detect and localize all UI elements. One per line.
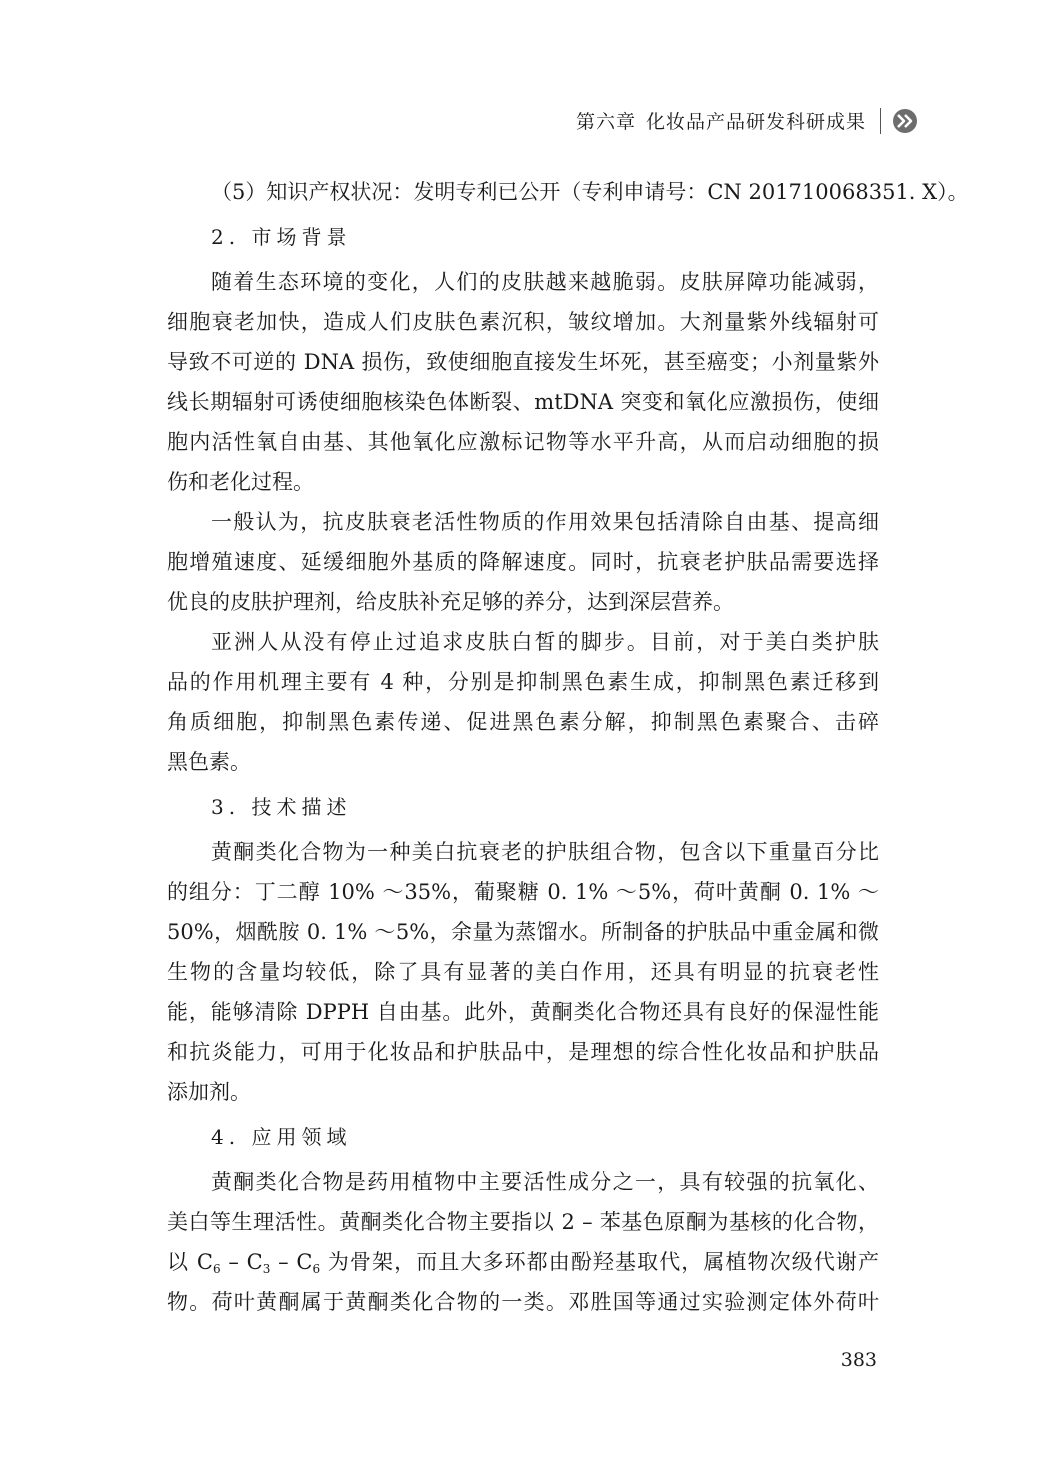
running-head [576,107,917,134]
text-line: 亚洲人从没有停止过追求皮肤白皙的脚步。目前，对于美白类护肤 [211,630,879,654]
text-line: 能，能够清除 DPPH 自由基。此外，黄酮类化合物还具有良好的保湿性能 [167,1000,879,1024]
text-line: 物。荷叶黄酮属于黄酮类化合物的一类。邓胜国等通过实验测定体外荷叶 [167,1290,879,1314]
body-text [167,172,969,1322]
text-line: 细胞衰老加快，造成人们皮肤色素沉积，皱纹增加。大剂量紫外线辐射可 [167,310,879,334]
header-divider [880,108,881,134]
subscript: 3 [262,1262,271,1276]
double-chevron-right-icon [893,109,917,133]
text-line: 生物的含量均较低，除了具有显著的美白作用，还具有明显的抗衰老性 [167,960,879,984]
paragraph-application [167,1162,879,1322]
text-line: 品的作用机理主要有 4 种，分别是抑制黑色素生成，抑制黑色素迁移到 [167,670,879,694]
chapter-number: 第六章 [575,111,636,133]
paragraph-market-3 [167,622,879,782]
page-number: 383 [840,1349,877,1371]
subscript: 6 [312,1262,321,1276]
text-line: 伤和老化过程。 [167,470,314,494]
subscript: 6 [212,1262,221,1276]
text-line-formula [167,1242,879,1282]
text-line: 黄酮类化合物是药用植物中主要活性成分之一，具有较强的抗氧化、 [211,1170,879,1194]
text-line: 一般认为，抗皮肤衰老活性物质的作用效果包括清除自由基、提高细 [211,510,879,534]
text-line: 优良的皮肤护理剂，给皮肤补充足够的养分，达到深层营养。 [167,590,734,614]
text-line: 导致不可逆的 DNA 损伤，致使细胞直接发生坏死，甚至癌变；小剂量紫外 [167,350,879,374]
text-fragment: 为骨架，而且大多环都由酚羟基取代，属植物次级代谢产 [320,1250,880,1274]
text-line: 随着生态环境的变化，人们的皮肤越来越脆弱。皮肤屏障功能减弱， [211,270,879,294]
paragraph-market-2 [167,502,879,622]
text-fragment: 以 C [167,1250,213,1274]
text-line: 50%，烟酰胺 0. 1% ～5%，余量为蒸馏水。所制备的护肤品中重金属和微 [167,920,879,944]
text-line: 黑色素。 [167,750,251,774]
text-line: 线长期辐射可诱使细胞核染色体断裂、mtDNA 突变和氧化应激损伤，使细 [167,390,879,414]
text-line: 胞内活性氧自由基、其他氧化应激标记物等水平升高，从而启动细胞的损 [167,430,879,454]
section-heading-application: 4. 应用领域 [211,1125,352,1149]
paragraph-market-1 [167,262,879,502]
text-line: 胞增殖速度、延缓细胞外基质的降解速度。同时，抗衰老护肤品需要选择 [167,550,879,574]
text-line: 美白等生理活性。黄酮类化合物主要指以 2 – 苯基色原酮为基核的化合物， [167,1210,879,1234]
text-line: 和抗炎能力，可用于化妆品和护肤品中，是理想的综合性化妆品和护肤品 [167,1040,879,1064]
text-line: 黄酮类化合物为一种美白抗衰老的护肤组合物，包含以下重量百分比 [211,840,879,864]
section-heading-market: 2. 市场背景 [211,225,352,249]
text-line: 的组分：丁二醇 10% ～35%，葡聚糖 0. 1% ～5%，荷叶黄酮 0. 1% ～ [167,880,879,904]
text-line: 角质细胞，抑制黑色素传递、促进黑色素分解，抑制黑色素聚合、击碎 [167,710,879,734]
ip-status-line: （5）知识产权状况：发明专利已公开（专利申请号：CN 201710068351. X）。 [211,180,969,204]
paragraph-technology [167,832,879,1112]
text-fragment: – C [220,1250,263,1274]
chapter-title: 化妆品产品研发科研成果 [645,111,866,133]
text-line: 添加剂。 [167,1080,251,1104]
section-heading-technology: 3. 技术描述 [211,795,352,819]
text-fragment: – C [270,1250,313,1274]
